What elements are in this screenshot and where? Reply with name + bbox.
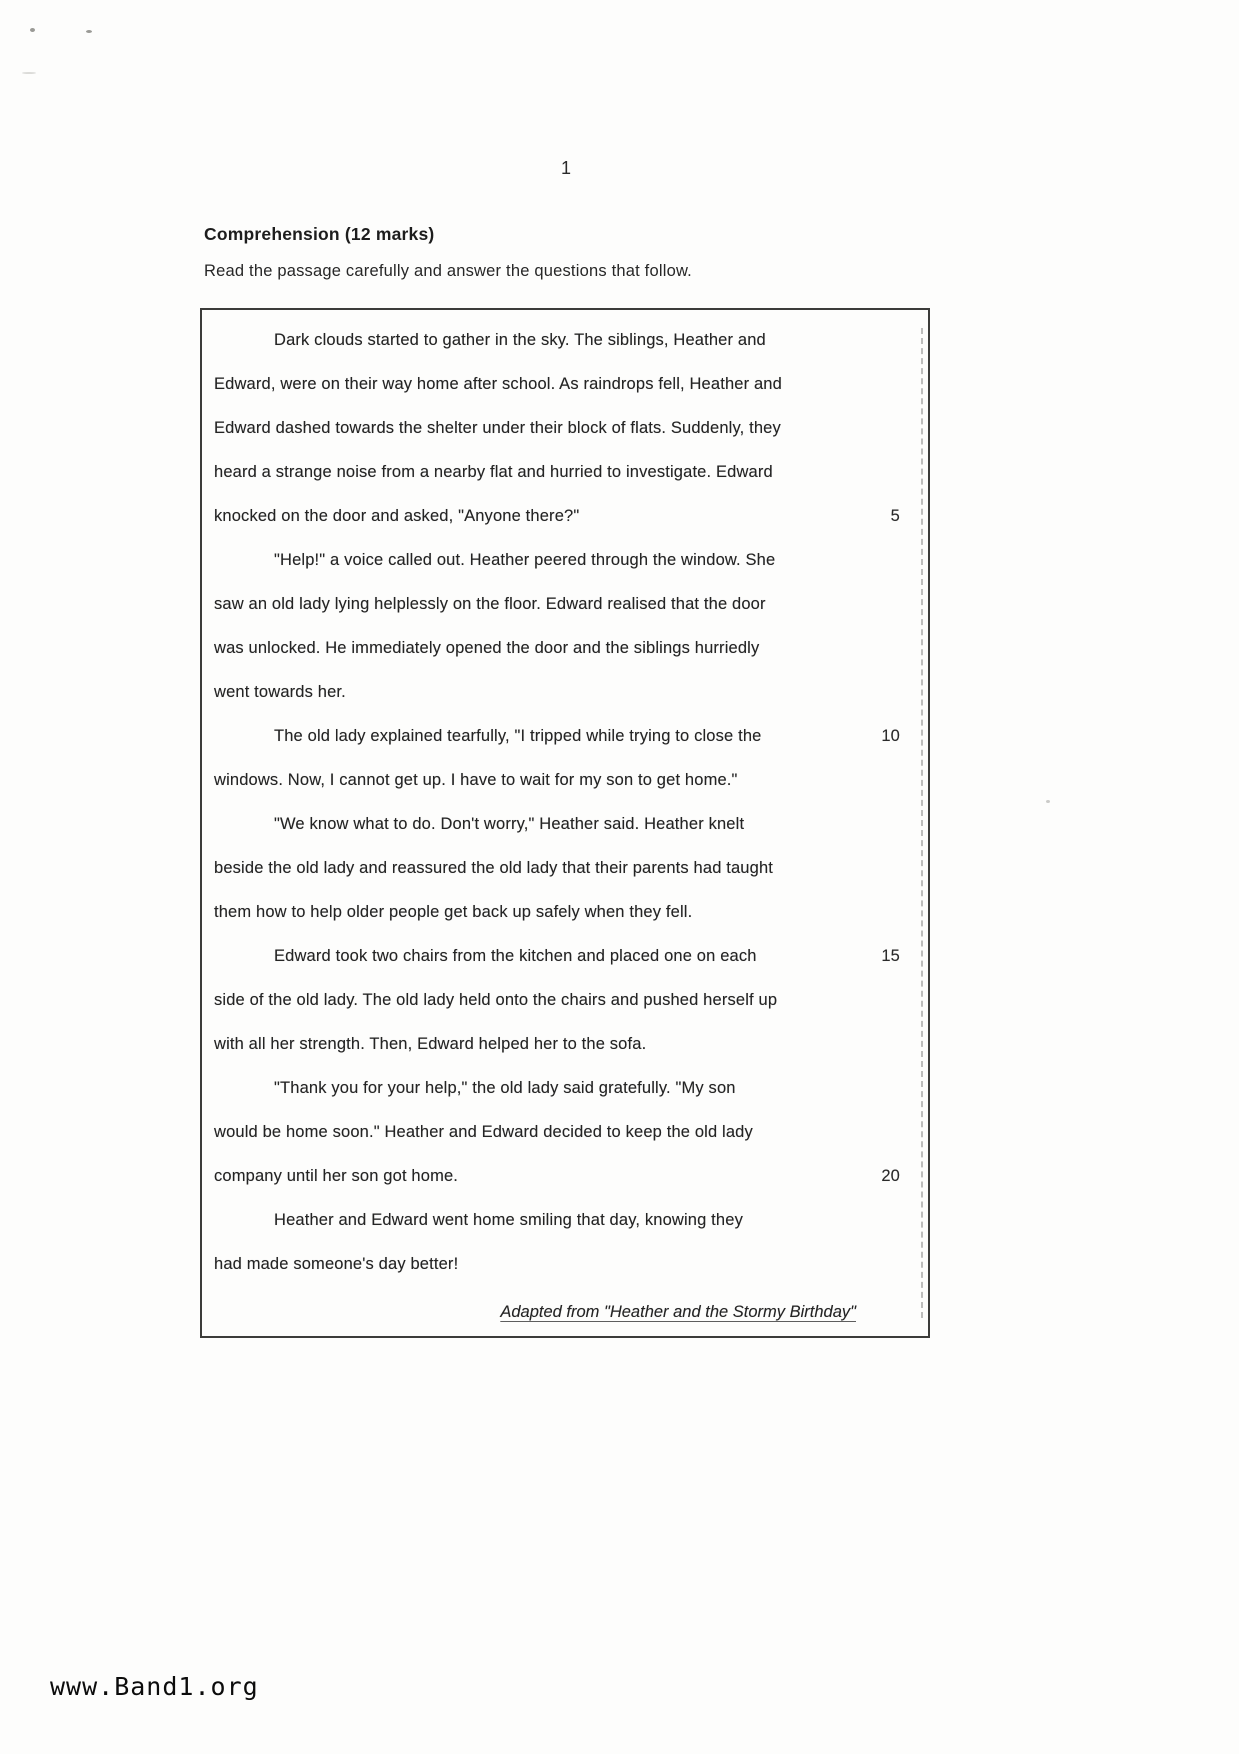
passage-line-text: would be home soon." Heather and Edward decided to keep the old lady xyxy=(214,1123,753,1141)
footer-watermark: www.Band1.org xyxy=(50,1672,259,1701)
passage-line xyxy=(214,846,914,890)
passage-line-text: them how to help older people get back up safely when they fell. xyxy=(214,903,693,921)
passage-line xyxy=(214,1066,914,1110)
line-number-marker: 15 xyxy=(881,947,900,965)
passage-line xyxy=(214,1154,914,1198)
passage-line xyxy=(214,890,914,934)
passage-attribution: Adapted from "Heather and the Stormy Birthday" xyxy=(500,1303,856,1321)
passage-line xyxy=(214,626,914,670)
passage-line-text: was unlocked. He immediately opened the door and the siblings hurriedly xyxy=(214,639,760,657)
passage-line-text: with all her strength. Then, Edward helped her to the sofa. xyxy=(214,1035,647,1053)
passage-line xyxy=(214,406,914,450)
line-number-marker: 5 xyxy=(890,507,900,525)
passage-line-text: Edward, were on their way home after school. As raindrops fell, Heather and xyxy=(214,375,782,393)
passage-line-text: beside the old lady and reassured the old lady that their parents had taught xyxy=(214,859,774,877)
passage-line-text: "Help!" a voice called out. Heather peered through the window. She xyxy=(274,551,776,569)
passage-line-text: knocked on the door and asked, "Anyone there?" xyxy=(214,507,580,525)
instruction-text: Read the passage carefully and answer the questions that follow. xyxy=(204,262,692,280)
passage-line-text: "Thank you for your help," the old lady said gratefully. "My son xyxy=(274,1079,736,1097)
scan-artifact xyxy=(30,28,35,32)
passage-line-text: side of the old lady. The old lady held onto the chairs and pushed herself up xyxy=(214,991,778,1009)
scan-artifact xyxy=(86,30,92,33)
passage-body xyxy=(214,318,914,1286)
passage-line-text: "We know what to do. Don't worry," Heather said. Heather knelt xyxy=(274,815,745,833)
passage-line-text: had made someone's day better! xyxy=(214,1255,459,1273)
passage-line xyxy=(214,1022,914,1066)
passage-line xyxy=(214,1110,914,1154)
passage-line xyxy=(214,582,914,626)
passage-line xyxy=(214,318,914,362)
passage-line xyxy=(214,1198,914,1242)
passage-line-text: Edward dashed towards the shelter under their block of flats. Suddenly, they xyxy=(214,419,781,437)
passage-line xyxy=(214,362,914,406)
passage-line xyxy=(214,802,914,846)
scan-artifact xyxy=(1046,800,1050,803)
passage-line-text: Heather and Edward went home smiling that day, knowing they xyxy=(274,1211,743,1229)
passage-line-text: Edward took two chairs from the kitchen and placed one on each xyxy=(274,947,757,965)
scan-artifact xyxy=(22,72,36,74)
passage-line xyxy=(214,978,914,1022)
passage-line-text: went towards her. xyxy=(214,683,346,701)
passage-line xyxy=(214,450,914,494)
passage-line xyxy=(214,670,914,714)
passage-line-text: Dark clouds started to gather in the sky. The siblings, Heather and xyxy=(274,331,766,349)
line-number-marker: 10 xyxy=(881,727,900,745)
section-heading: Comprehension (12 marks) xyxy=(204,224,435,244)
passage-line xyxy=(214,538,914,582)
page-number: 1 xyxy=(560,158,571,178)
passage-line xyxy=(214,758,914,802)
passage-box xyxy=(200,308,930,1338)
passage-line-text: heard a strange noise from a nearby flat and hurried to investigate. Edward xyxy=(214,463,773,481)
passage-line-text: The old lady explained tearfully, "I tripped while trying to close the xyxy=(274,727,762,745)
passage-line-text: windows. Now, I cannot get up. I have to wait for my son to get home." xyxy=(214,771,738,789)
passage-line-text: company until her son got home. xyxy=(214,1167,459,1185)
line-number-marker: 20 xyxy=(881,1167,900,1185)
passage-line xyxy=(214,714,914,758)
passage-line xyxy=(214,494,914,538)
passage-line xyxy=(214,1242,914,1286)
passage-line-text: saw an old lady lying helplessly on the floor. Edward realised that the door xyxy=(214,595,766,613)
passage-line xyxy=(214,934,914,978)
